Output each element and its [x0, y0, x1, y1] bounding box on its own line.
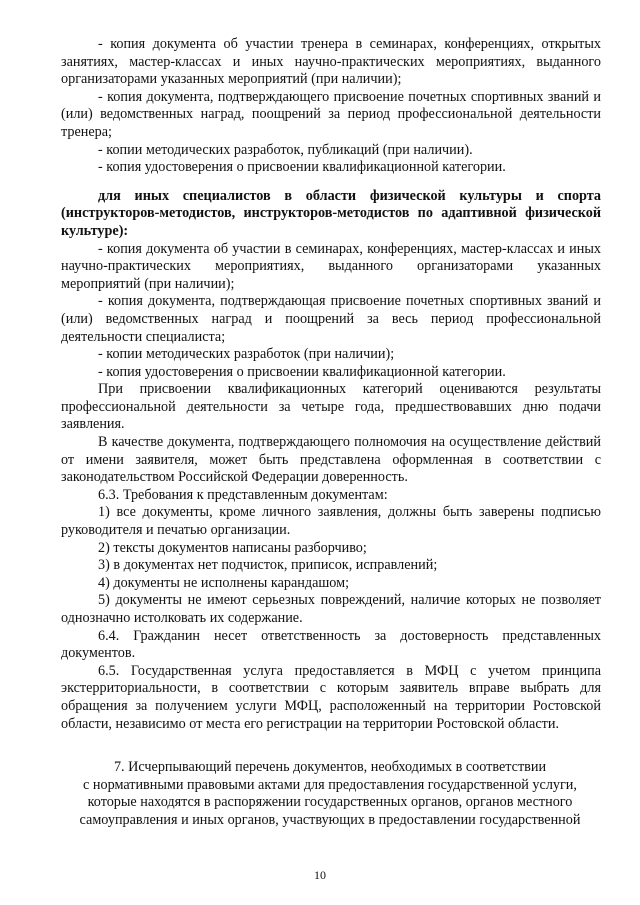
paragraph: При присвоении квалификационных категорий оцениваются результаты профессиональной деятельности за четыре года, предшествовавших дню подачи заявления.	[61, 381, 601, 433]
paragraph: - копия документа, подтверждающая присвоение почетных спортивных званий и (или) ведомственных наград и поощрений за весь период профессиональной деятельности специалиста;	[61, 293, 601, 345]
paragraph: 2) тексты документов написаны разборчиво;	[98, 539, 367, 556]
section-heading-line: с нормативными правовыми актами для предоставления государственной услуги,	[83, 776, 577, 793]
paragraph: 3) в документах нет подчисток, приписок, исправлений;	[98, 557, 438, 574]
paragraph: - копии методических разработок, публикаций (при наличии).	[98, 141, 473, 158]
section-heading-line: которые находятся в распоряжении государственных органов, органов местного	[87, 794, 573, 811]
paragraph: - копия удостоверения о присвоении квалификационной категории.	[98, 363, 506, 380]
section-heading-line: 7. Исчерпывающий перечень документов, необходимых в соответствии	[113, 759, 547, 775]
bold-subheading: для иных специалистов в области физической культуры и спорта (инструкторов-методистов, инструкторов-методистов по адаптивной физической культуре):	[61, 187, 601, 239]
page-body	[61, 36, 601, 733]
paragraph: 6.5. Государственная услуга предоставляется в МФЦ с учетом принципа экстерриториальности, в соответствии с которым заявитель вправе выбрать для обращения за получением услуги МФЦ, расположенный на территории Ростовской области, независимо от места его регистрации на территории Ростовской области.	[61, 662, 601, 732]
paragraph: - копия документа об участии тренера в семинарах, конференциях, открытых занятиях, мастер-классах и иных научно-практических мероприятиях, выданного организаторами указанных мероприятий (при наличии);	[61, 36, 601, 88]
section-heading-line: самоуправления и иных органов, участвующих в предоставлении государственной	[79, 811, 581, 828]
paragraph: 6.4. Гражданин несет ответственность за достоверность представленных документов.	[61, 627, 601, 662]
page-number: 10	[314, 868, 326, 882]
paragraph: - копия удостоверения о присвоении квалификационной категории.	[98, 159, 506, 176]
paragraph: - копии методических разработок (при наличии);	[98, 346, 395, 363]
section-heading	[40, 759, 620, 829]
paragraph: 1) все документы, кроме личного заявления, должны быть заверены подписью руководителя и печатью организации.	[61, 504, 601, 539]
paragraph: 5) документы не имеют серьезных повреждений, наличие которых не позволяет однозначно истолковать их содержание.	[61, 592, 601, 626]
paragraph: - копия документа об участии в семинарах, конференциях, мастер-классах и иных научно-практических мероприятиях, выданного организаторами указанных мероприятий (при наличии);	[61, 240, 601, 292]
paragraph: 6.3. Требования к представленным документам:	[98, 486, 388, 503]
paragraph: В качестве документа, подтверждающего полномочия на осуществление действий от имени заявителя, может быть представлена оформленная в соответствии с законодательством Российской Федерации доверенность.	[61, 434, 601, 486]
paragraph: 4) документы не исполнены карандашом;	[98, 574, 350, 591]
paragraph: - копия документа, подтверждающего присвоение почетных спортивных званий и (или) ведомственных наград, поощрений за период профессиональной деятельности тренера;	[61, 88, 601, 140]
